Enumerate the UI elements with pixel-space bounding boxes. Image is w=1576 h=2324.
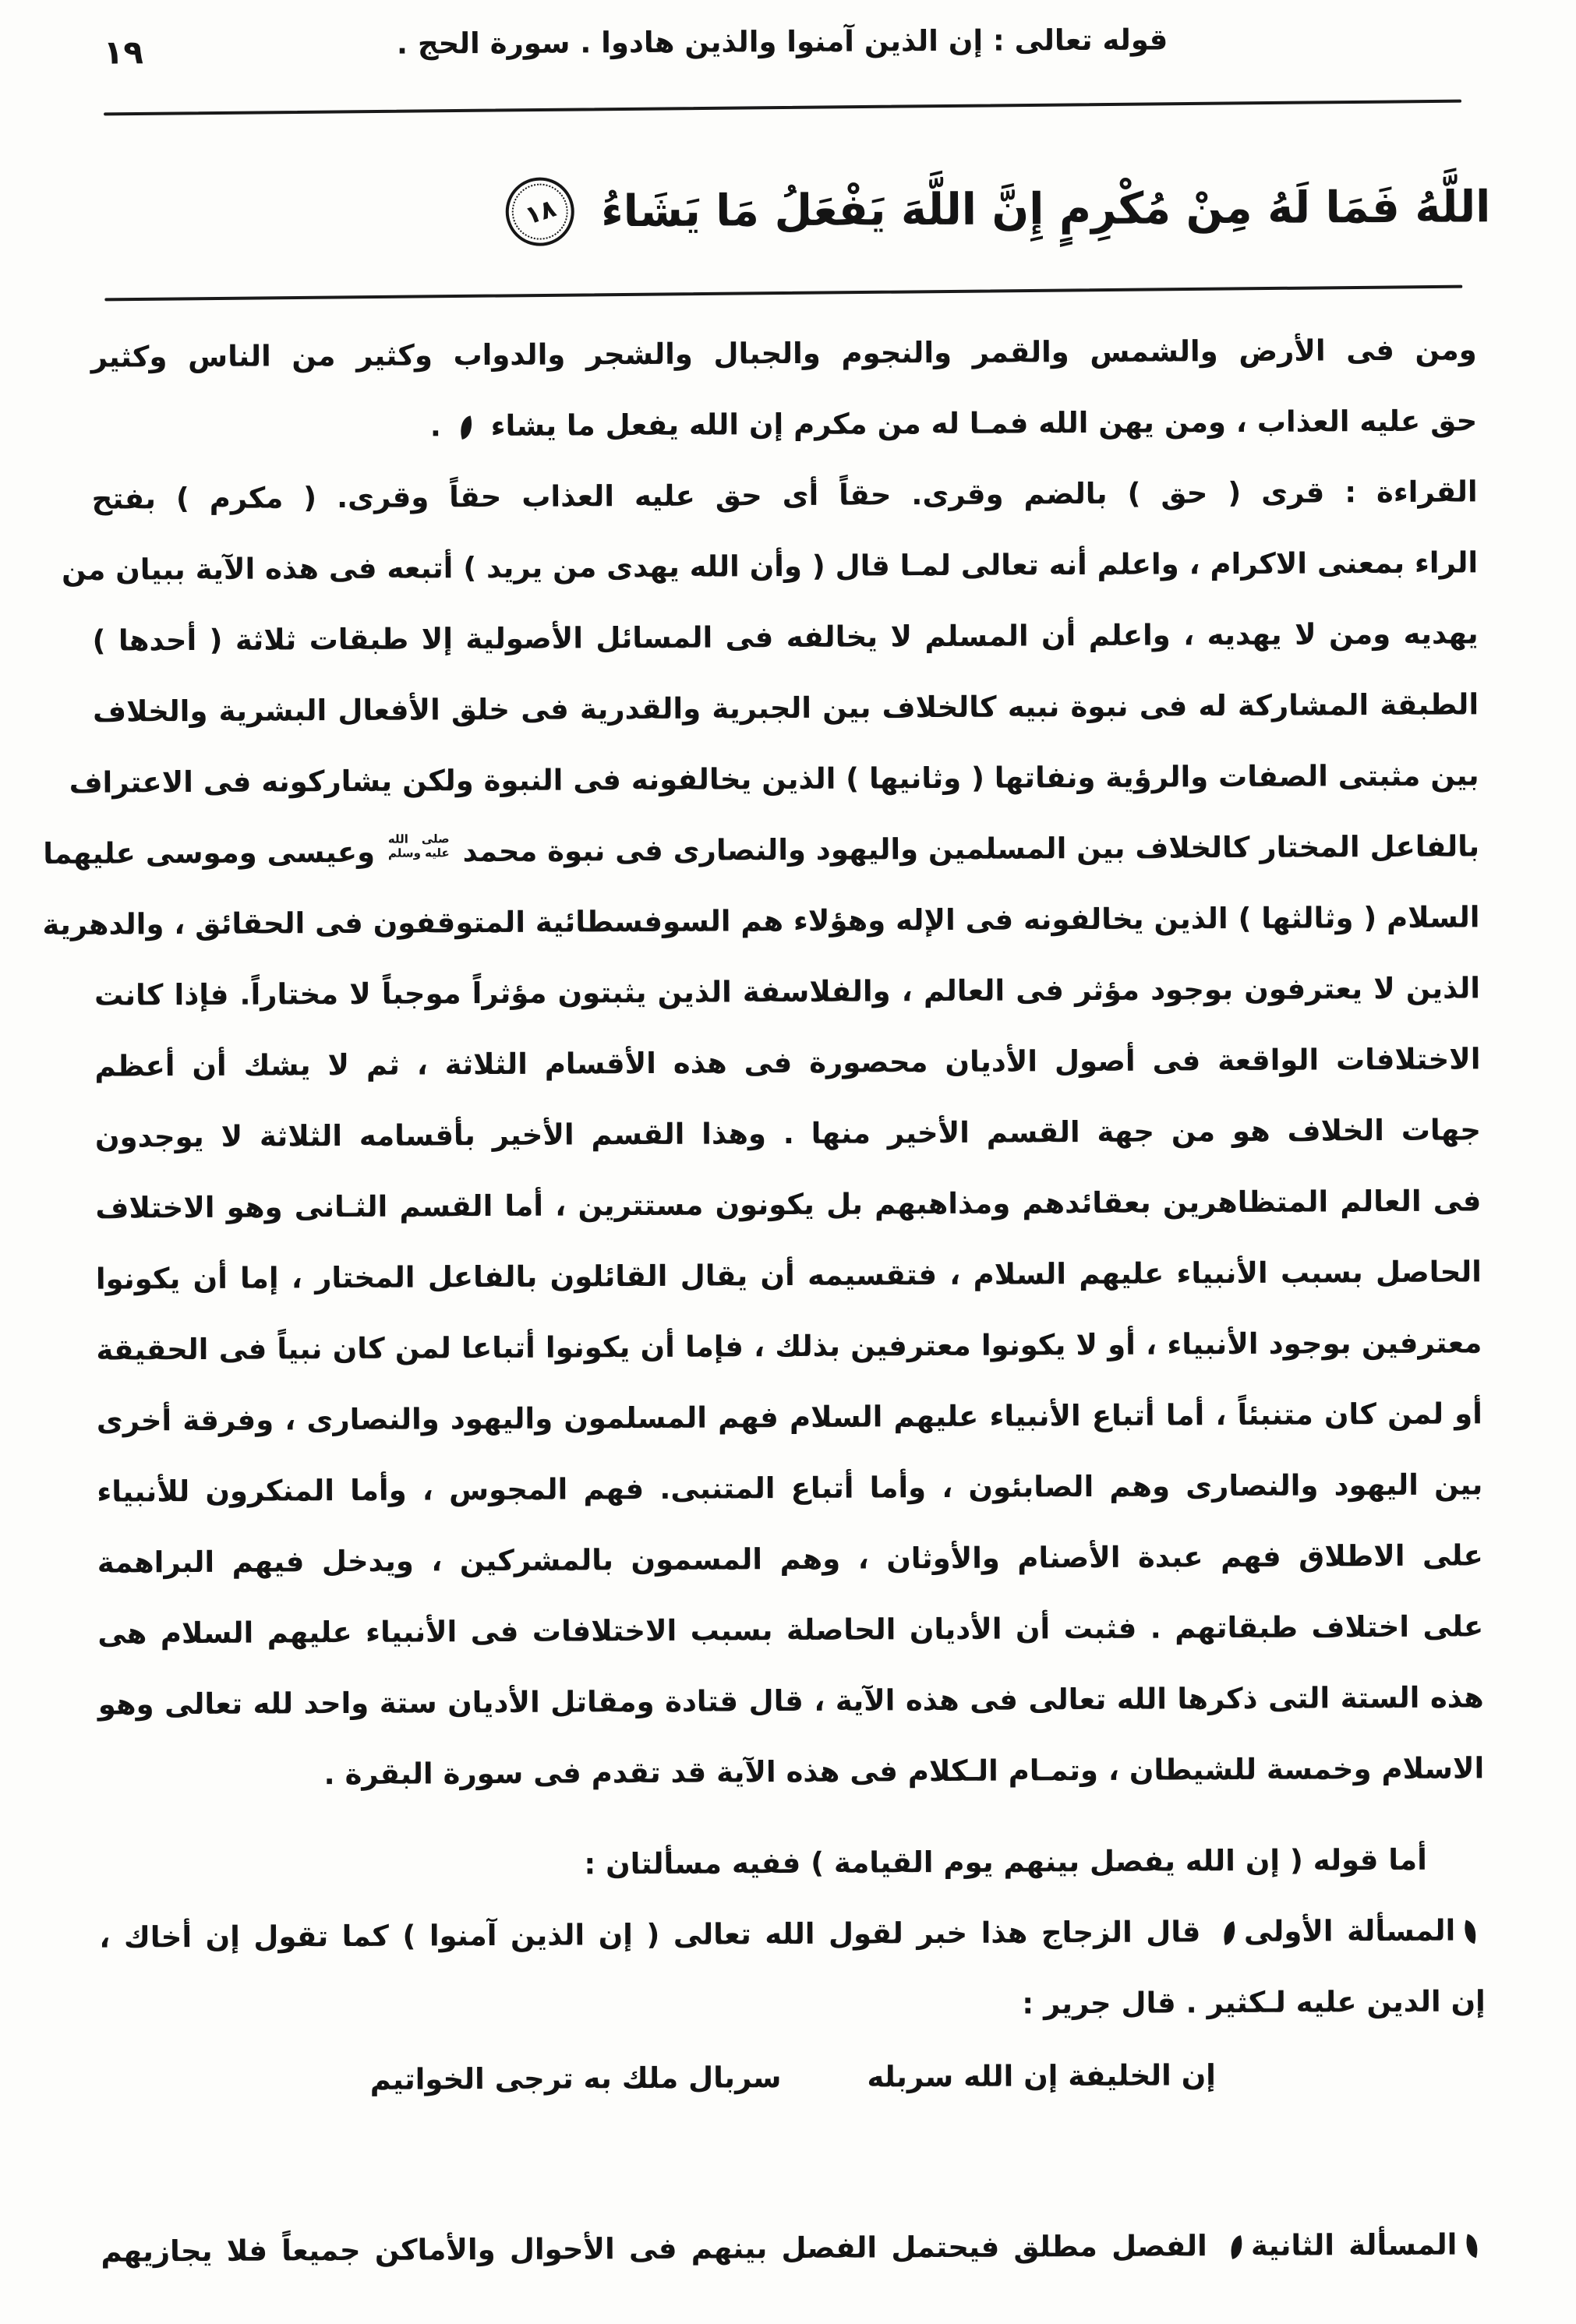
header-divider [104,100,1461,116]
section-fleuron-icon [1461,1920,1479,1944]
text-line: ومن فى الأرض والشمس والقمر والنجوم والجبال والشجر والدواب وكثير من الناس وكثير [90,333,1477,374]
salutation-stack-icon [388,832,450,860]
text-line: يهديه ومن لا يهديه ، واعلم أن المسلم لا يخالفه فى المسائل الأصولية إلا طبقات ثلاثة ( أحدها ) [92,616,1479,658]
end-punctuation: . [429,409,442,443]
issue1-title: المسألة الأولى [1243,1913,1456,1948]
quran-verse-text: اللَّهُ فَمَا لَهُ مِنْ مُكْرِمٍ إِنَّ اللَّهَ يَفْعَلُ مَا يَشَاءُ [600,181,1491,237]
text-line: السلام ( وثالثها ) الذين يخالفونه فى الإله وهؤلاء هم السوفسطائية المتوقفون فى الحقائق ، والدهرية [42,900,1480,942]
text-line-with-salutation [43,811,1480,888]
text-line: على الاطلاق فهم عبدة الأصنام والأوثان ، وهم المسمون بالمشركين ، ويدخل فيهم البراهمة [97,1538,1483,1580]
text-line: بين مثبتى الصفات والرؤية ونفاتها ( وثانيها ) الذين يخالفونه فى النبوة ولكن يشاركونه فى الاعتراف [69,758,1479,800]
issue1-text: قال الزجاج هذا خبر لقول الله تعالى ( إن الذين آمنوا ) كما تقول إن أخاك ، [99,1915,1201,1955]
text-line: الطبقة المشاركة له فى نبوة نبيه كالخلاف بين الجبرية والقدرية فى خلق الأفعال البشرية والخلاف [92,687,1479,729]
text-line: الراء بمعنى الاكرام ، واعلم أنه تعالى لمـا قال ( وأن الله يهدى من يريد ) أتبعه فى هذه الآية ببيان من [61,546,1479,587]
text-before-salutation: بالفاعل المختار كالخلاف بين المسلمين واليهود والنصارى فى نبوة محمد [462,829,1480,869]
verse-divider [104,285,1462,302]
poetry-first-hemistich: إن الخليفة إن الله سربله [867,2058,1217,2094]
text-line: أو لمن كان متنبئاً ، أما أتباع الأنبياء عليهم السلام فهم المسلمون واليهود والنصارى ، وفرقة أخرى [96,1397,1482,1438]
ayah-number: ١٨ [521,192,560,231]
poetry-second-hemistich: سربال ملك به ترجى الخواتيم [369,2061,782,2096]
text-line: الحاصل بسبب الأنبياء عليهم السلام ، فتقسيمه أن يقال القائلون بالفاعل المختار ، إما أن يكونوا [95,1255,1482,1296]
quran-verse-line [90,140,1491,281]
running-head: قوله تعالى : إن الذين آمنوا والذين هادوا . سورة الحج . [396,23,1168,61]
text-line: إن الدين عليه لـكثير . قال جرير : [1022,1984,1486,2021]
text-line: الذين لا يعترفون بوجود مؤثر فى العالم ، والفلاسفة الذين يثبتون مؤثراً موجباً لا مختاراً. فإذا كانت [94,971,1481,1012]
commentary-body [42,314,1486,2287]
text-line: الاسلام وخمسة للشيطان ، وتمـام الـكلام فى هذه الآية قد تقدم فى سورة البقرة . [323,1751,1485,1792]
issue2-section [101,2209,1486,2287]
amma-qawluhu-line: أما قوله ( إن الله يفصل بينهم يوم القيامة ) ففيه مسألتان : [584,1842,1427,1881]
issue1-heading-line [99,1895,1485,1973]
page-number: ١٩ [103,33,144,72]
issue2-text: الفصل مطلق فيحتمل الفصل بينهم فى الأحوال والأماكن جميعاً فلا يجازيهم [101,2229,1207,2269]
quote-end-text: حق عليه العذاب ، ومن يهن الله فمـا له من مكرم إن الله يفعل ما يشاء [490,404,1478,443]
text-line: على اختلاف طبقاتهم . فثبت أن الأديان الحاصلة بسبب الاختلافات فى الأنبياء عليهم السلام هى [97,1609,1484,1651]
text-line: فى العالم المتظاهرين بعقائدهم ومذاهبهم بل يكونون مستترين ، أما القسم الثـانى وهو الاختلاف [95,1184,1482,1225]
text-line: الاختلافات الواقعة فى أصول الأديان محصورة فى هذه الأقسام الثلاثة ، ثم لا يشك أن أعظم [94,1042,1481,1083]
text-line: بين اليهود والنصارى وهم الصابئون ، وأما أتباع المتنبى. فهم المجوس ، وأما المنكرون للأنبياء [97,1468,1483,1509]
section-fleuron-icon [1227,2235,1246,2259]
quote-end-fleuron-icon [457,415,475,440]
text-line: هذه الستة التى ذكرها الله تعالى فى هذه الآية ، قال قتادة ومقاتل الأديان ستة واحد لله تعالى وهو [97,1680,1484,1722]
page-header [89,16,1475,83]
text-after-salutation: وعيسى وموسى عليهما [43,835,376,871]
section-fleuron-icon [1220,1921,1239,1945]
text-line: جهات الخلاف هو من جهة القسم الأخير منها . وهذا القسم الأخير بأقسامه الثلاثة لا يوجدون [94,1113,1482,1154]
text-line-quote-end [91,385,1477,463]
text-line: القراءة : قرى ( حق ) بالضم وقرى. حقاً أى حق عليه العذاب حقاً وقرى. ( مكرم ) بفتح [91,475,1478,516]
text-line: معترفين بوجود الأنبياء ، أو لا يكونوا معترفين بذلك ، فإما أن يكونوا أتباعا لمن كان نبياً فى الحقيقة [96,1326,1482,1367]
section-fleuron-icon [1463,2234,1482,2258]
issue2-title: المسألة الثانية [1250,2227,1458,2262]
page-content [42,0,1491,2287]
issue2-heading-line [101,2209,1486,2287]
salutation-line: عليه وسلم [387,845,450,860]
salutation-line: صلى الله [387,831,450,846]
ayah-number-ornament-icon [506,177,574,245]
poetry-verse [100,2036,1486,2117]
